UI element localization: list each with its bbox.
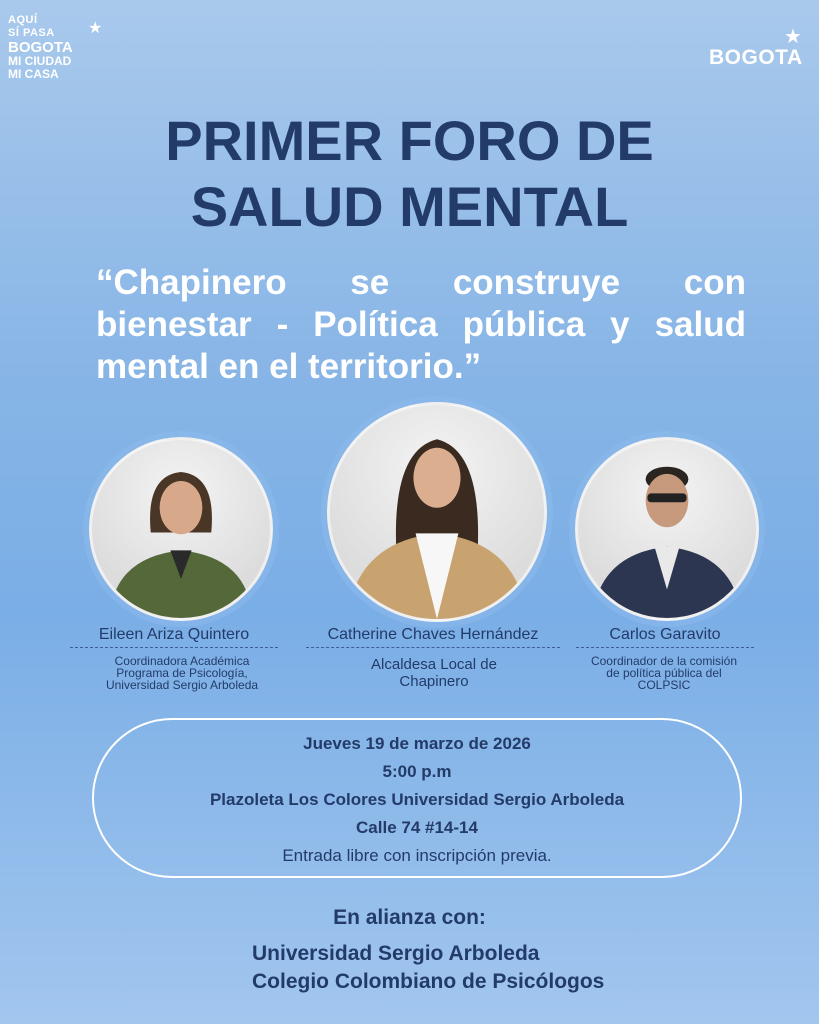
alliance-title: En alianza con: [333, 906, 486, 929]
event-address: Calle 74 #14-14 [356, 818, 478, 837]
speaker-role-carlos [568, 655, 760, 691]
speaker-role-eileen [82, 655, 282, 691]
alliance-org-usa: Universidad Sergio Arboleda [252, 942, 540, 965]
role-line: Alcaldesa Local de [371, 656, 497, 673]
person-silhouette-icon [92, 440, 270, 618]
page-title [0, 108, 819, 240]
star-icon: ★ [88, 20, 103, 37]
person-silhouette-icon [330, 405, 544, 619]
logo-line-5: MI CASA [8, 67, 59, 81]
bogota-logo: BOGOTA [709, 46, 803, 69]
speaker-role-catherine [320, 656, 548, 690]
speaker-photo-catherine [327, 402, 547, 622]
role-line: Universidad Sergio Arboleda [105, 678, 259, 692]
forum-theme-quote: “Chapinero se construye con bienestar - Política pública y salud mental en el territorio.” [96, 263, 746, 386]
role-line: de política pública del [606, 666, 722, 680]
event-place: Plazoleta Los Colores Universidad Sergio Arboleda [209, 790, 625, 809]
speaker-name-catherine: Catherine Chaves Hernández [306, 626, 560, 648]
role-line: COLPSIC [637, 678, 691, 692]
speaker-photo-carlos [575, 437, 759, 621]
aqui-si-pasa-bogota-logo [8, 14, 73, 81]
speaker-name-eileen: Eileen Ariza Quintero [70, 626, 278, 648]
role-line: Chapinero [399, 673, 469, 690]
role-line: Coordinador de la comisión [590, 654, 738, 668]
title-line-2: SALUD MENTAL [190, 175, 629, 238]
event-date: Jueves 19 de marzo de 2026 [303, 734, 531, 753]
event-note: Entrada libre con inscripción previa. [282, 846, 552, 865]
role-line: Programa de Psicología, [116, 666, 248, 680]
logo-line-3: BOGOTA [8, 39, 73, 56]
speaker-photo-eileen [89, 437, 273, 621]
logo-line-1: AQUÍ [8, 14, 38, 26]
star-icon: ★ [784, 26, 802, 48]
role-line: Coordinadora Académica [114, 654, 250, 668]
logo-line-2: SÍ PASA [8, 27, 55, 39]
title-line-1: PRIMER FORO DE [165, 109, 654, 172]
event-details-box [92, 718, 742, 878]
alliance-org-colpsic: Colegio Colombiano de Psicólogos [252, 970, 605, 993]
person-silhouette-icon [578, 440, 756, 618]
logo-line-4: MI CIUDAD [8, 54, 72, 68]
event-time: 5:00 p.m [382, 762, 452, 781]
speaker-name-carlos: Carlos Garavito [576, 626, 754, 648]
